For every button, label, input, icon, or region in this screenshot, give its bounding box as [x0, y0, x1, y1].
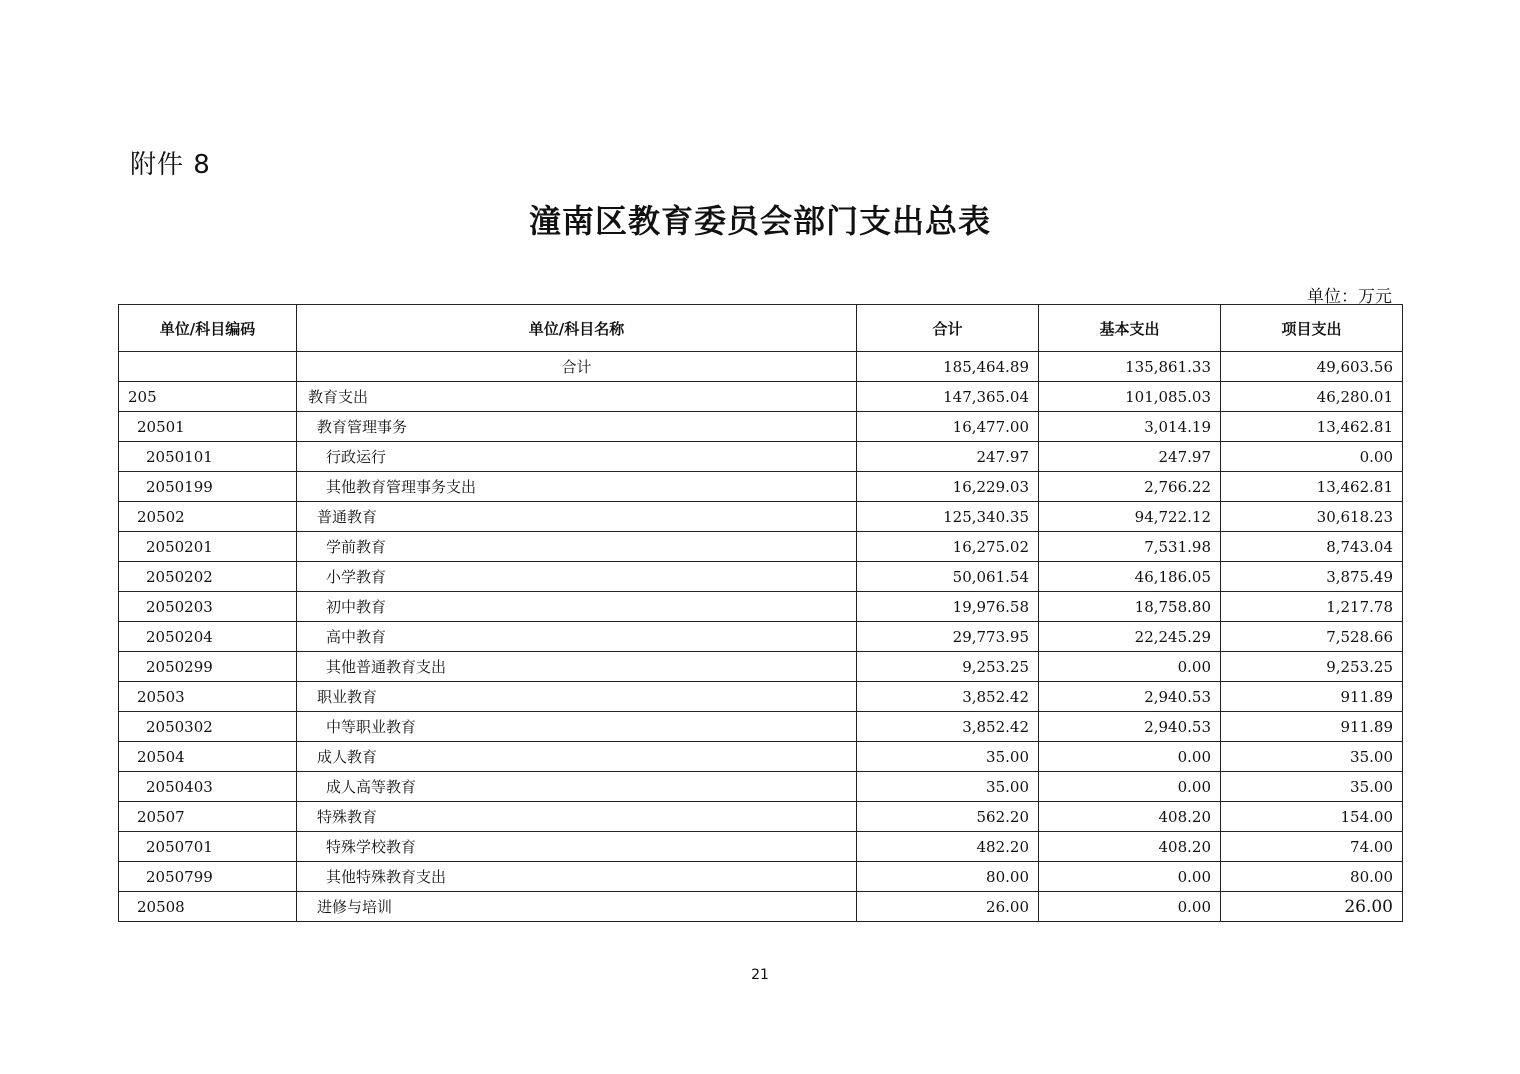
table-row	[119, 832, 1403, 862]
row-name: 成人教育	[297, 742, 857, 772]
row-code: 2050799	[119, 862, 297, 892]
row-total: 16,275.02	[857, 532, 1039, 562]
row-total: 9,253.25	[857, 652, 1039, 682]
row-project: 0.00	[1221, 442, 1403, 472]
row-code: 205	[119, 382, 297, 412]
row-basic: 2,940.53	[1039, 682, 1221, 712]
row-total: 29,773.95	[857, 622, 1039, 652]
row-project: 80.00	[1221, 862, 1403, 892]
row-total: 562.20	[857, 802, 1039, 832]
row-name: 初中教育	[297, 592, 857, 622]
table-row	[119, 562, 1403, 592]
row-project: 74.00	[1221, 832, 1403, 862]
row-project: 26.00	[1221, 892, 1403, 922]
row-project: 9,253.25	[1221, 652, 1403, 682]
row-basic: 408.20	[1039, 802, 1221, 832]
row-name: 进修与培训	[297, 892, 857, 922]
row-name: 小学教育	[297, 562, 857, 592]
row-total: 35.00	[857, 772, 1039, 802]
table-row	[119, 592, 1403, 622]
row-basic: 3,014.19	[1039, 412, 1221, 442]
row-total: 35.00	[857, 742, 1039, 772]
header-total: 合计	[857, 305, 1039, 352]
row-project: 154.00	[1221, 802, 1403, 832]
table-row	[119, 442, 1403, 472]
row-code: 20503	[119, 682, 297, 712]
row-code: 2050204	[119, 622, 297, 652]
row-basic: 135,861.33	[1039, 352, 1221, 382]
row-project: 7,528.66	[1221, 622, 1403, 652]
row-project: 3,875.49	[1221, 562, 1403, 592]
row-basic: 7,531.98	[1039, 532, 1221, 562]
row-project: 46,280.01	[1221, 382, 1403, 412]
row-name: 学前教育	[297, 532, 857, 562]
row-code: 2050203	[119, 592, 297, 622]
table-header-row	[119, 305, 1403, 352]
row-basic: 2,940.53	[1039, 712, 1221, 742]
table-row	[119, 532, 1403, 562]
row-basic: 408.20	[1039, 832, 1221, 862]
row-total: 50,061.54	[857, 562, 1039, 592]
row-total: 19,976.58	[857, 592, 1039, 622]
row-name: 合计	[297, 352, 857, 382]
row-total: 185,464.89	[857, 352, 1039, 382]
row-basic: 94,722.12	[1039, 502, 1221, 532]
row-code: 2050199	[119, 472, 297, 502]
header-project: 项目支出	[1221, 305, 1403, 352]
row-code	[119, 352, 297, 382]
row-code: 20501	[119, 412, 297, 442]
row-total: 16,477.00	[857, 412, 1039, 442]
row-name: 其他特殊教育支出	[297, 862, 857, 892]
row-basic: 247.97	[1039, 442, 1221, 472]
attachment-label: 附件 8	[130, 150, 211, 180]
row-total: 3,852.42	[857, 712, 1039, 742]
row-name: 成人高等教育	[297, 772, 857, 802]
table-row	[119, 892, 1403, 922]
row-project: 30,618.23	[1221, 502, 1403, 532]
row-total: 482.20	[857, 832, 1039, 862]
row-name: 特殊学校教育	[297, 832, 857, 862]
row-project: 8,743.04	[1221, 532, 1403, 562]
row-name: 其他普通教育支出	[297, 652, 857, 682]
row-basic: 2,766.22	[1039, 472, 1221, 502]
row-basic: 18,758.80	[1039, 592, 1221, 622]
table-row	[119, 502, 1403, 532]
row-name: 教育管理事务	[297, 412, 857, 442]
row-basic: 0.00	[1039, 862, 1221, 892]
table-row	[119, 712, 1403, 742]
row-code: 20507	[119, 802, 297, 832]
row-name: 职业教育	[297, 682, 857, 712]
row-basic: 0.00	[1039, 772, 1221, 802]
row-code: 2050202	[119, 562, 297, 592]
document-title: 潼南区教育委员会部门支出总表	[528, 202, 991, 240]
table-row	[119, 472, 1403, 502]
row-code: 20508	[119, 892, 297, 922]
row-basic: 0.00	[1039, 652, 1221, 682]
table-row	[119, 622, 1403, 652]
table-row	[119, 652, 1403, 682]
row-project: 911.89	[1221, 712, 1403, 742]
expenditure-table	[118, 304, 1403, 922]
row-code: 2050302	[119, 712, 297, 742]
header-name: 单位/科目名称	[297, 305, 857, 352]
header-code: 单位/科目编码	[119, 305, 297, 352]
row-project: 13,462.81	[1221, 412, 1403, 442]
row-code: 20502	[119, 502, 297, 532]
page-number: 21	[751, 967, 769, 983]
row-name: 特殊教育	[297, 802, 857, 832]
row-basic: 0.00	[1039, 892, 1221, 922]
row-basic: 22,245.29	[1039, 622, 1221, 652]
row-code: 2050701	[119, 832, 297, 862]
row-code: 2050299	[119, 652, 297, 682]
row-total: 3,852.42	[857, 682, 1039, 712]
table-row	[119, 412, 1403, 442]
table-body	[119, 352, 1403, 922]
row-name: 行政运行	[297, 442, 857, 472]
row-project: 13,462.81	[1221, 472, 1403, 502]
row-total: 147,365.04	[857, 382, 1039, 412]
row-project: 49,603.56	[1221, 352, 1403, 382]
row-project: 35.00	[1221, 772, 1403, 802]
table-row	[119, 352, 1403, 382]
row-project: 35.00	[1221, 742, 1403, 772]
table-row	[119, 742, 1403, 772]
row-basic: 46,186.05	[1039, 562, 1221, 592]
row-basic: 0.00	[1039, 742, 1221, 772]
row-name: 教育支出	[297, 382, 857, 412]
table-row	[119, 382, 1403, 412]
row-name: 其他教育管理事务支出	[297, 472, 857, 502]
table-row	[119, 802, 1403, 832]
table-row	[119, 772, 1403, 802]
row-name: 普通教育	[297, 502, 857, 532]
row-name: 中等职业教育	[297, 712, 857, 742]
row-name: 高中教育	[297, 622, 857, 652]
row-total: 26.00	[857, 892, 1039, 922]
table-row	[119, 862, 1403, 892]
row-total: 16,229.03	[857, 472, 1039, 502]
row-total: 80.00	[857, 862, 1039, 892]
row-code: 2050403	[119, 772, 297, 802]
row-project: 911.89	[1221, 682, 1403, 712]
row-basic: 101,085.03	[1039, 382, 1221, 412]
table-row	[119, 682, 1403, 712]
header-basic: 基本支出	[1039, 305, 1221, 352]
row-code: 20504	[119, 742, 297, 772]
row-project: 1,217.78	[1221, 592, 1403, 622]
row-total: 125,340.35	[857, 502, 1039, 532]
row-code: 2050101	[119, 442, 297, 472]
row-code: 2050201	[119, 532, 297, 562]
row-total: 247.97	[857, 442, 1039, 472]
unit-label: 单位：万元	[1307, 287, 1392, 307]
